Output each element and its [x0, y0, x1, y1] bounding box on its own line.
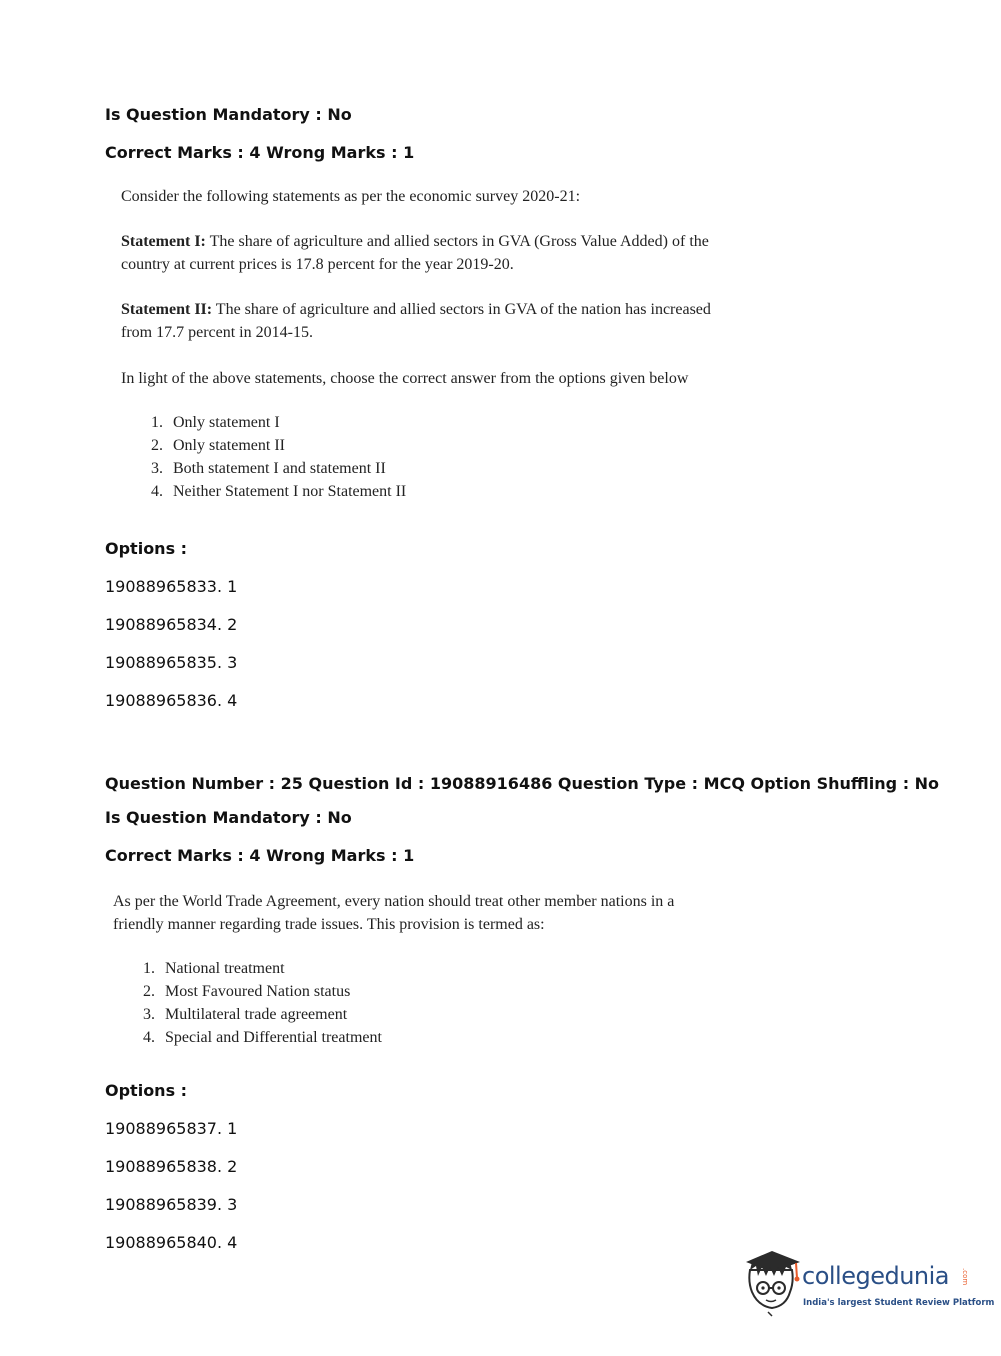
- q25-option: 19088965839. 3: [105, 1195, 238, 1214]
- q24-option: 19088965833. 1: [105, 577, 238, 596]
- q24-statement-2-label: Statement II:: [121, 301, 213, 318]
- q24-option: 19088965835. 3: [105, 653, 238, 672]
- q24-prompt: In light of the above statements, choose the correct answer from the options given below: [121, 370, 689, 387]
- q24-statement-1-text: The share of agriculture and allied sectors in GVA (Gross Value Added) of the country at current prices is 17.8 percent for the year 2019-20.: [121, 233, 709, 273]
- q25-mandatory: Is Question Mandatory : No: [105, 808, 352, 827]
- q24-statement-1-label: Statement I:: [121, 233, 206, 250]
- q24-question-body: [121, 185, 721, 503]
- brand-name: collegedunia: [802, 1262, 950, 1290]
- q25-choice-list: [113, 957, 723, 1049]
- q25-option: 19088965840. 4: [105, 1233, 238, 1252]
- q25-text: As per the World Trade Agreement, every nation should treat other member nations in a friendly manner regarding trade issues. This provision is termed as:: [113, 893, 675, 933]
- brand-suffix: .com: [961, 1268, 969, 1286]
- q25-marks: Correct Marks : 4 Wrong Marks : 1: [105, 846, 415, 865]
- q24-option: 19088965836. 4: [105, 691, 238, 710]
- q24-choice-list: [121, 411, 721, 503]
- q24-mandatory: Is Question Mandatory : No: [105, 105, 352, 124]
- q24-statement-2-text: The share of agriculture and allied sectors in GVA of the nation has increased from 17.7 percent in 2014-15.: [121, 301, 711, 341]
- mascot-icon: [742, 1248, 804, 1318]
- brand-tagline: India's largest Student Review Platform: [803, 1298, 995, 1308]
- q25-choice: 2. Most Favoured Nation status: [159, 980, 723, 1003]
- q25-option: 19088965838. 2: [105, 1157, 238, 1176]
- q24-choice: 2. Only statement II: [167, 434, 721, 457]
- q24-intro: Consider the following statements as per the economic survey 2020-21:: [121, 188, 581, 205]
- q25-choice: 3. Multilateral trade agreement: [159, 1003, 723, 1026]
- collegedunia-logo: [742, 1248, 995, 1318]
- q24-marks: Correct Marks : 4 Wrong Marks : 1: [105, 143, 415, 162]
- q24-choice: 4. Neither Statement I nor Statement II: [167, 480, 721, 503]
- q25-choice: 4. Special and Differential treatment: [159, 1026, 723, 1049]
- q25-choice: 1. National treatment: [159, 957, 723, 980]
- q25-options-label: Options :: [105, 1081, 188, 1100]
- q24-choice: 3. Both statement I and statement II: [167, 457, 721, 480]
- q25-header: Question Number : 25 Question Id : 19088916486 Question Type : MCQ Option Shuffling : No: [105, 774, 940, 793]
- q24-statement-2: [121, 298, 721, 344]
- q24-option: 19088965834. 2: [105, 615, 238, 634]
- q25-question-body: [113, 890, 723, 1049]
- q25-option: 19088965837. 1: [105, 1119, 238, 1138]
- q24-options-label: Options :: [105, 539, 188, 558]
- q24-choice: 1. Only statement I: [167, 411, 721, 434]
- q24-statement-1: [121, 230, 721, 276]
